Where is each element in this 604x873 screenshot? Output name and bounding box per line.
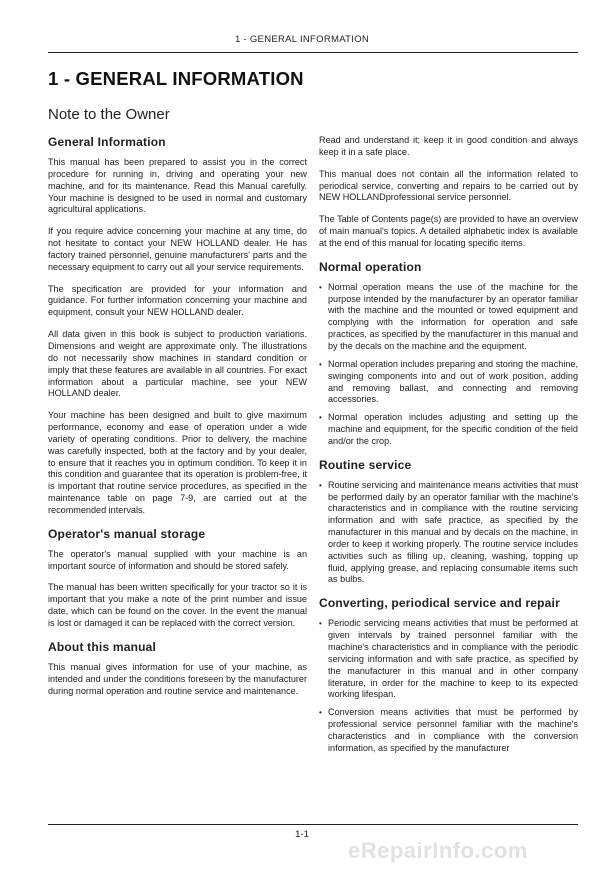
list-item: • Normal operation includes preparing and storing the machine, swinging components into and out of work position, adding and removing ballast, and connecting and removing accessories. [319, 359, 578, 406]
left-column [48, 135, 307, 707]
watermark: eRepairInfo.com [348, 838, 528, 863]
routine-service-list [319, 480, 578, 587]
paragraph: This manual gives information for use of your machine, as intended and under the conditions foreseen by the manufacturer during normal operation and routine service and maintenance. [48, 661, 307, 696]
routine-service-heading: Routine service [319, 457, 412, 472]
paragraph: The operator's manual supplied with your machine is an important source of information and should be stored safely. [48, 548, 307, 571]
normal-operation-list [319, 282, 578, 448]
footer-rule [48, 824, 578, 825]
list-item: • Conversion means activities that must be performed by professional service personnel familiar with the machine's characteristics and in compliance with the conversion information, as specified by the manufacturer [319, 707, 578, 754]
page-number: 1-1 [295, 829, 309, 840]
paragraph: Your machine has been designed and built to give maximum performance, economy and ease of operation under a wide variety of operating conditions. Prior to delivery, the machine was carefully inspected, both at the factory and by your dealer, to ensure that it reaches you in optimum condition. To keep it in this condition and guarantee that its operation is problem-free, it is important that routine service procedures, as specified in the maintenance table on page 7-9, are carried out at the recommended intervals. [48, 410, 307, 515]
converting-list [319, 618, 578, 754]
list-item: • Normal operation includes adjusting and setting up the machine and equipment, for the specific condition of the field and/or the crop. [319, 412, 578, 448]
paragraph: The Table of Contents page(s) are provided to have an overview of main manual's topics. A detailed alphabetic index is available at the end of this manual for locating specific items. [319, 214, 578, 248]
running-head: 1 - GENERAL INFORMATION [234, 34, 370, 45]
list-item: • Routine servicing and maintenance means activities that must be performed daily by an operator familiar with the machine's characteristics and in compliance with the routine servicing information and with safe practice, as specified by the manufacturer in this manual and by decals on the machine, in order to keep it working properly. The routine service includes activities such as filling up, cleaning, washing, topping up fluid, applying grease, and replacing consumable items such as bulbs. [319, 480, 578, 587]
chapter-title: 1 - GENERAL INFORMATION [48, 68, 304, 89]
list-item: • Periodic servicing means activities that must be performed at given intervals by trained personnel familiar with the machine's characteristics and in compliance with the periodic servicing information and with safe practice, as specified by the manufacturer in this manual and in other company literature, in order for the machine to keep to its expected working lifespan. [319, 618, 578, 701]
manual-storage-heading: Operator's manual storage [48, 526, 206, 541]
paragraph: The manual has been written specifically for your tractor so it is important that you make a note of the print number and issue date, which can be found on the cover. In the event the manual is lost or damaged it can be replaced with the correct version. [48, 582, 307, 628]
list-item: • Normal operation means the use of the machine for the purpose intended by the manufacturer by an operator familiar with the machine and the mounted or towed equipment and complying with the information for operation and safe practices, as specified by the manufacturer in this manual and by the decals on the machine and the equipment. [319, 282, 578, 353]
section-title: Note to the Owner [48, 106, 170, 123]
paragraph: All data given in this book is subject to production variations. Dimensions and weight are approximate only. The illustrations do not necessarily show machines in standard condition or imply that these features are available in all countries. For exact information about a particular machine, see your NEW HOLLAND dealer. [48, 329, 307, 399]
about-manual-heading: About this manual [48, 639, 157, 654]
right-column [319, 135, 578, 761]
paragraph: If you require advice concerning your machine at any time, do not hesitate to contact your NEW HOLLAND dealer. He has factory trained personnel, genuine manufacturers' parts and the necessary equipment to carry out all your service requirements. [48, 226, 307, 272]
paragraph: The specification are provided for your information and guidance. For further information concerning your machine and equipment, consult your NEW HOLLAND dealer. [48, 283, 307, 318]
paragraph: Read and understand it; keep it in good condition and always keep it in a safe place. [319, 135, 578, 157]
converting-heading: Converting, periodical service and repair [319, 596, 560, 611]
header-rule [48, 52, 578, 53]
paragraph: This manual has been prepared to assist you in the correct procedure for running in, driving and operating your new machine, and for its maintenance. Read this Manual carefully. Your machine is designed to be used in normal and customary agricultural applications. [48, 157, 307, 215]
normal-operation-heading: Normal operation [319, 259, 422, 274]
paragraph: This manual does not contain all the information related to periodical service, converting and repairs to be carried out by NEW HOLLANDprofessional service personnel. [319, 168, 578, 203]
general-information-heading: General Information [48, 135, 166, 149]
